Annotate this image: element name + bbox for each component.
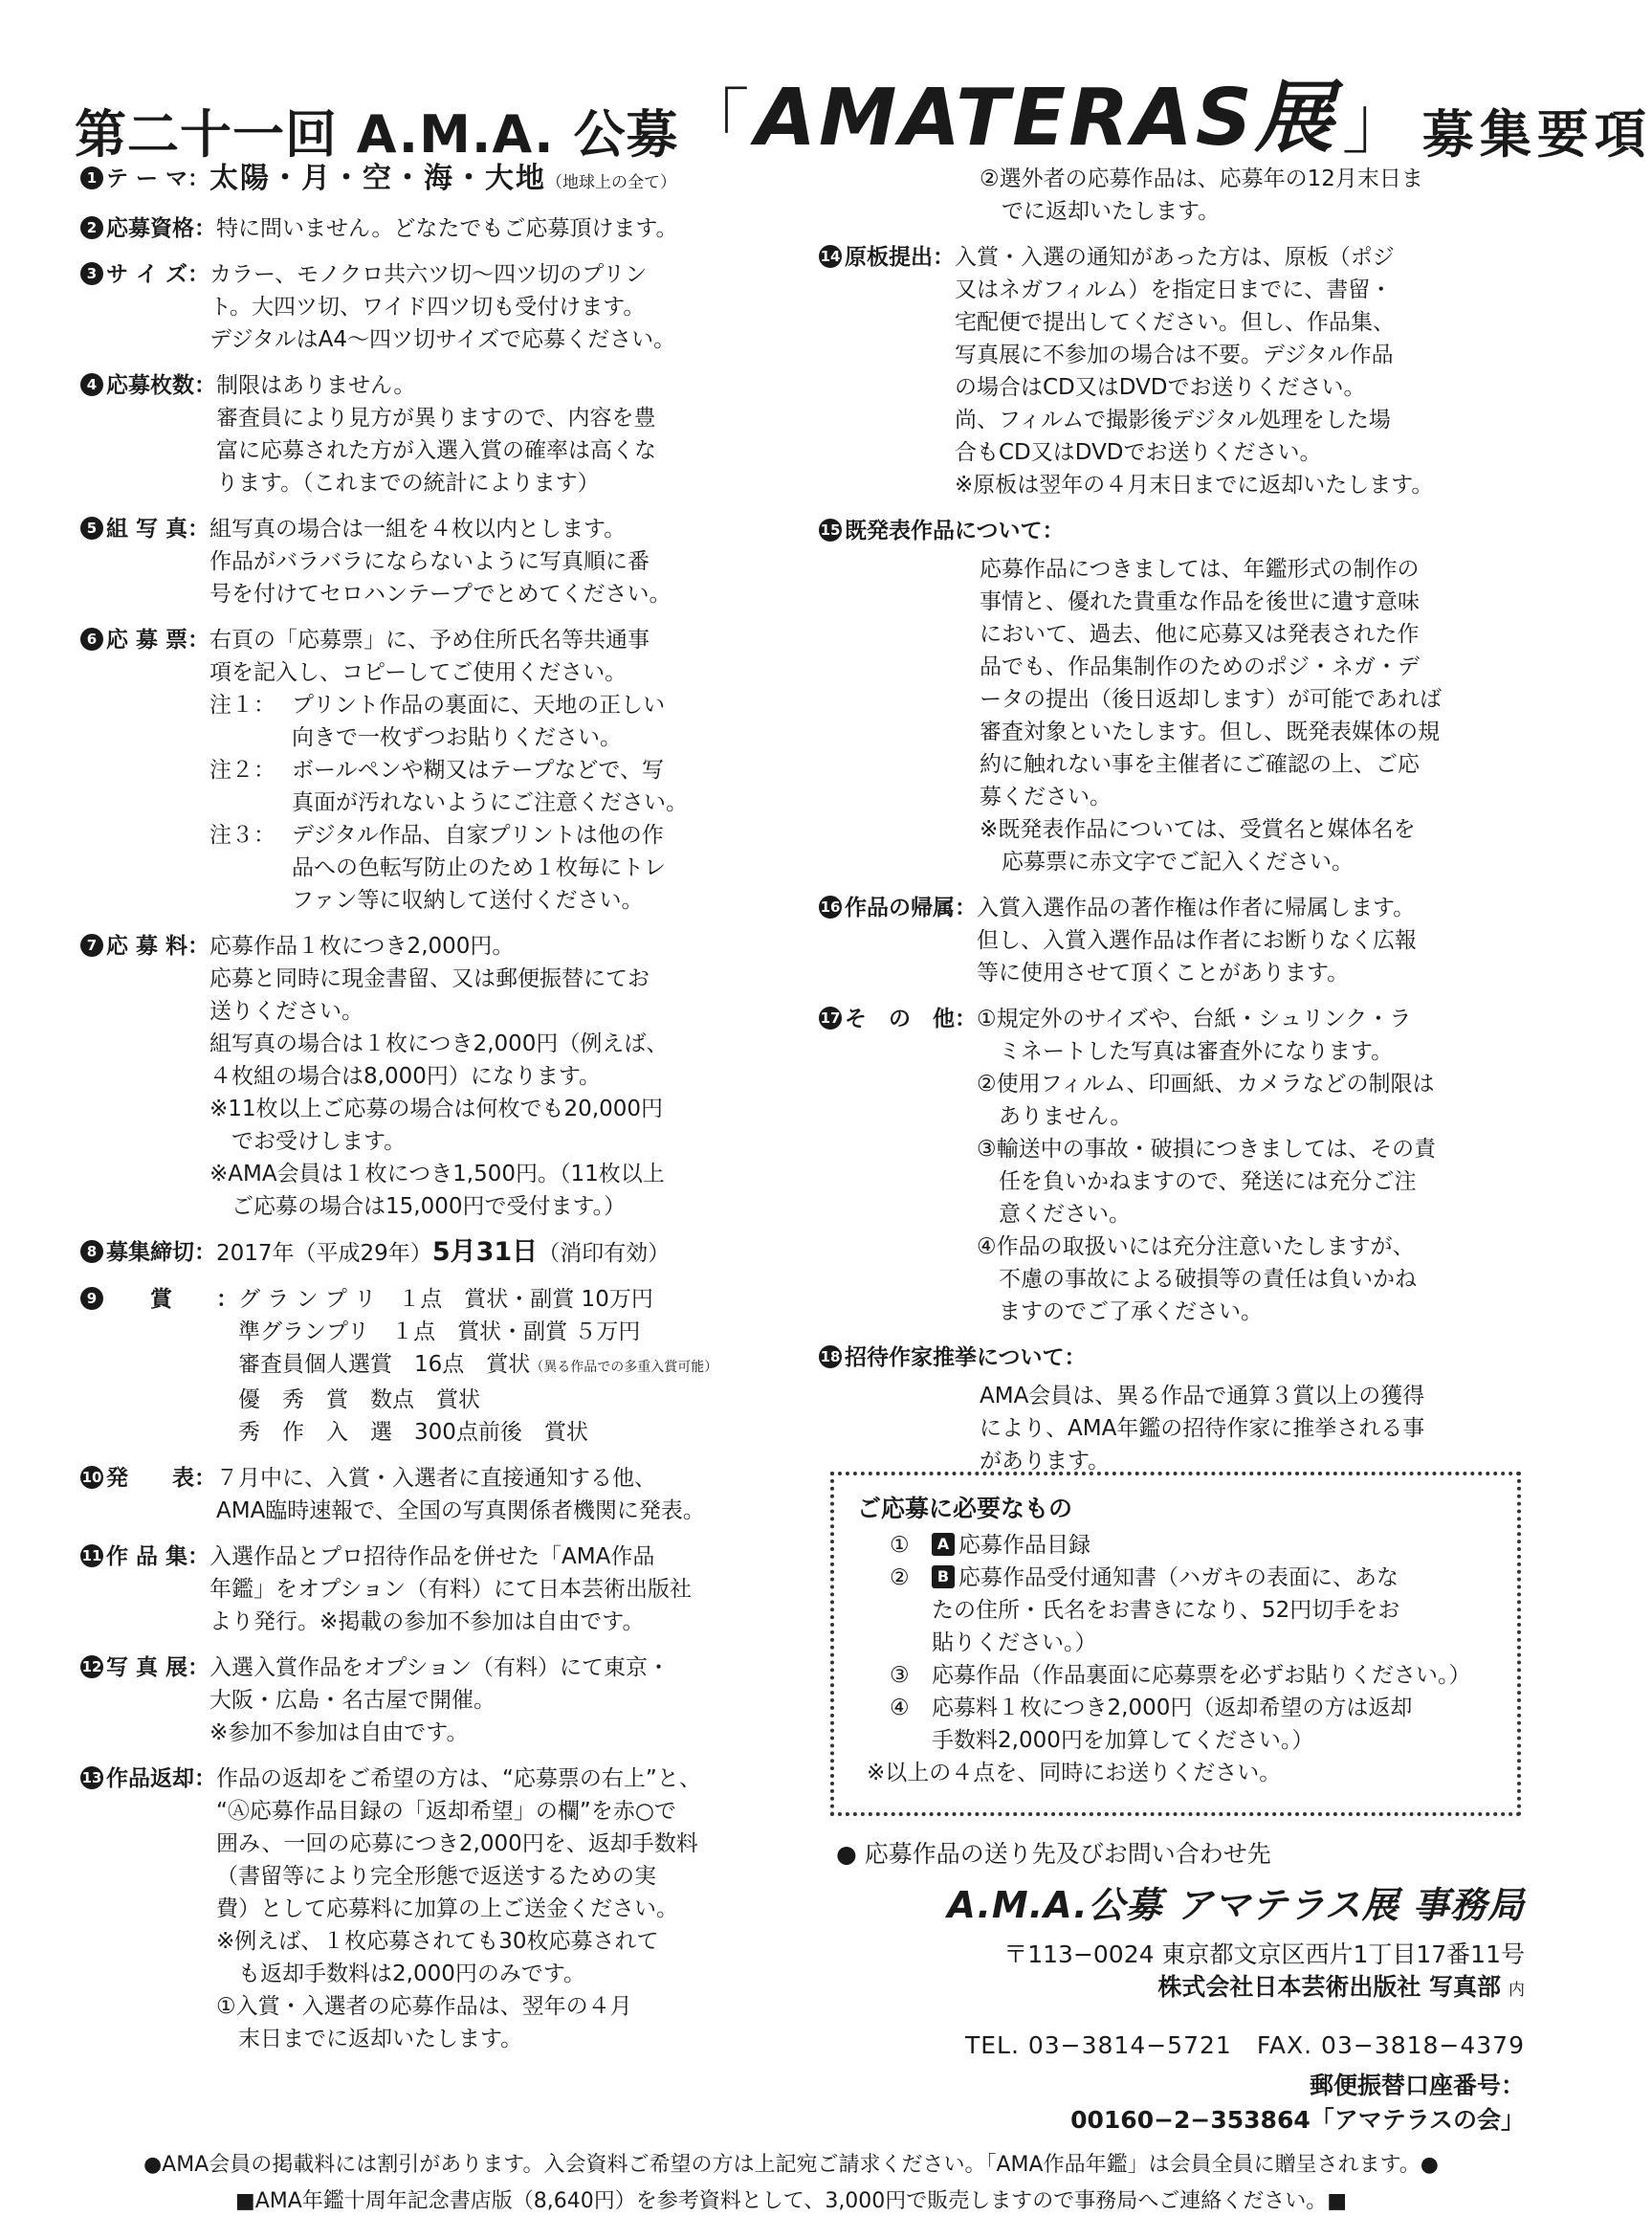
- title-main: AMATERAS展: [755, 73, 1336, 164]
- section-heading: 3 サ イ ズ：: [80, 258, 209, 356]
- section-heading: 11 作 品 集：: [81, 1544, 210, 1569]
- section-other: 17 そ の 他： ①規定外のサイズや、台紙・シュリンク・ラ ミネートした写真は審査外になります。 ②使用フィルム、印画紙、カメラなどの制限は ありません。 ③輸送中の事故・破損につきましては、その責 任を負いかねますので、発送には充分ご注 意ください。 ④作品の取扱いには充分注意いたしますが、 不慮の事故による破損等の責任は負いかね ますのでご了承ください。: [819, 1003, 1522, 1328]
- section-copyright: 16 作品の帰属： 入賞入選作品の著作権は作者に帰属します。 但し、入賞入選作品は作者にお断りなく広報 等に使用させて頂くことがあります。: [819, 892, 1522, 989]
- section-heading: 6 応 募 票：: [80, 624, 209, 917]
- office-name: A.M.A.公募 アマテラス展 事務局: [947, 1884, 1525, 1926]
- theme-text: 太陽・月・空・海・大地: [209, 162, 547, 195]
- prize-row: 準グランプリ １点 賞状・副賞 ５万円: [238, 1319, 641, 1344]
- section-quantity: 4 応募枚数： 制限はありません。 審査員により見方が異りますので、内容を豊 富に応募された方が入選入賞の確率は高くな ります。（これまでの統計によります）: [80, 369, 788, 499]
- section-announcement: 10 発 表： ７月中に、入賞・入選者に直接通知する他、 AMA臨時速報で、全国の写真関係者機関に発表。: [80, 1462, 788, 1527]
- deadline-date: 5月31日: [431, 1237, 539, 1267]
- tel-fax: [861, 2027, 1525, 2061]
- title-open-bracket: 「: [678, 81, 750, 164]
- prize-row: 秀 作 入 選 300点前後 賞状: [238, 1420, 588, 1445]
- section-exhibition: 12 写 真 展： 入選入賞作品をオプション（有料）にて東京・ 大阪・広島・名古屋で開催。 ※参加不参加は自由です。: [80, 1652, 788, 1749]
- prize-row: グ ラ ン プ リ １点 賞状・副賞 10万円: [238, 1287, 653, 1312]
- section-eligibility: 2 応募資格： 特に問いません。どなたでもご応募頂けます。: [80, 212, 788, 245]
- title-close-bracket: 」: [1341, 81, 1413, 164]
- fax: FAX. 03−3818−4379: [1256, 2031, 1525, 2059]
- section-size: 3 サ イ ズ： カラー、モノクロ共六ツ切〜四ツ切のプリン ト。大四ツ切、ワイド四ツ切も受付けます。 デジタルはA4〜四ツ切サイズで応募ください。: [80, 258, 788, 356]
- required-item: ③ 応募作品（作品裏面に応募票を必ずお貼りください。）: [890, 1663, 1471, 1688]
- theme-note: （地球上の全て）: [546, 173, 677, 192]
- section-published-works: 15 既発表作品について： 応募作品につきましては、年鑑形式の制作の 事情と、優れた貴重な作品を後世に遺す意味 において、過去、他に応募又は発表された作 品でも、作品集制作のためのポジ・ネガ・デ ータの提出（後日返却します）が可能であれば 審査対象といたします。但し、既発表媒体の規 約に触れない事を主催者にご確認の上、ご応 募ください。 ※既発表作品については、受賞名と媒体名を 応募票に赤文字でご記入ください。: [819, 515, 1522, 878]
- section-heading: 13 作品返却：: [81, 1766, 216, 1791]
- section-yearbook: 11 作 品 集： 入選作品とプロ招待作品を併せた「AMA作品 年鑑」をオプション（有料）にて日本芸術出版社 より発行。※掲載の参加不参加は自由です。: [80, 1541, 788, 1638]
- footer-line-2: ■AMA年鑑十周年記念書店版（8,640円）を参考資料として、3,000円で販売しますので事務局へご連絡ください。■: [234, 2189, 1348, 2213]
- section-heading: 8 募集締切：: [80, 1236, 216, 1270]
- section-heading: 4 応募枚数：: [80, 369, 216, 499]
- required-items-note: ※以上の４点を、同時にお送りください。: [867, 1761, 1282, 1785]
- page-title: [75, 55, 1652, 165]
- required-items-title: ご応募に必要なもの: [857, 1495, 1073, 1522]
- section-heading: 1 テ ー マ：: [80, 163, 209, 199]
- section-prizes: [80, 1283, 788, 1449]
- required-item: ① A 応募作品目録: [890, 1533, 1090, 1558]
- right-column: [819, 163, 1522, 1477]
- postal-account: 郵便振替口座番号：00160−2−353864「アマテラスの会」: [1070, 2072, 1525, 2134]
- section-heading: 15 既発表作品について：: [820, 519, 1065, 543]
- title-suffix: 募集要項: [1421, 104, 1652, 165]
- required-item: ④ 応募料１枚につき2,000円（返却希望の方は返却 手数料2,000円を加算してください。）: [890, 1696, 1413, 1753]
- note-3: 注３： デジタル作品、自家プリントは他の作 品への色転写防止のため１枚毎にトレ ファン等に収納して送付ください。: [209, 823, 667, 913]
- footer-line-1: ●AMA会員の掲載料には割引があります。入会資料ご希望の方は上記宛ご請求ください。「AMA作品年鑑」は会員全員に贈呈されます。●: [143, 2153, 1440, 2177]
- section-return-continued: ②選外者の応募作品は、応募年の12月末日ま でに返却いたします。: [980, 166, 1423, 224]
- send-to-heading: ● 応募作品の送り先及びお問い合わせ先: [836, 1840, 1271, 1868]
- section-entry-fee: 7 応 募 料： 応募作品１枚につき2,000円。 応募と同時に現金書留、又は郵便振替にてお 送りください。 組写真の場合は１枚につき2,000円（例えば、 ４枚組の場合は8,000円）になります。 ※11枚以上ご応募の場合は何枚でも20,000円 でお受けします。 ※AMA会員は１枚につき1,500円。（11枚以上 ご応募の場合は15,000円で受付ます。）: [80, 930, 788, 1223]
- section-heading: 14 原板提出：: [820, 245, 955, 270]
- note-1: 注１： プリント作品の裏面に、天地の正しい 向きで一枚ずつお貼りください。: [209, 693, 666, 750]
- required-item: ② B 応募作品受付通知書（ハガキの表面に、あな たの住所・氏名をお書きになり、52円切手をお 貼りください。）: [890, 1565, 1400, 1655]
- note-2: 注２： ボールペンや糊又はテープなどで、写 真面が汚れないようにご注意ください。: [209, 758, 689, 815]
- section-group-photo: 5 組 写 真： 組写真の場合は一組を４枚以内とします。 作品がバラバラにならないように写真順に番 号を付けてセロハンテープでとめてください。: [80, 513, 788, 610]
- prize-row: 優 秀 賞 数点 賞状: [238, 1387, 480, 1412]
- title-prefix: 第二十一回 A.M.A. 公募: [75, 104, 679, 165]
- section-heading: 9 賞 ：: [80, 1283, 238, 1449]
- section-heading: 10 発 表：: [81, 1466, 216, 1491]
- section-entry-form: 6 応 募 票： 右頁の「応募票」に、予め住所氏名等共通事 項を記入し、コピーしてご使用ください。 注１： プリント作品の裏面に、天地の正しい 向きで一枚ずつお貼りください。 注２： ボールペンや糊又はテープなどで、写 真面が汚れないようにご注意ください。 注３： デジタル作品、自家プリントは他の作 品への色転写防止のため１枚毎にトレ ファン等に収納して送付ください。: [80, 624, 788, 917]
- section-heading: 16 作品の帰属：: [820, 896, 977, 920]
- section-heading: 18 招待作家推挙について：: [820, 1345, 1087, 1370]
- section-original-submission: 14 原板提出： 入賞・入選の通知があった方は、原板（ポジ 又はネガフィルム）を指定日までに、書留・ 宅配便で提出してください。但し、作品集、 写真展に不参加の場合は不要。デジタル作品 の場合はCD又はDVDでお送りください。 尚、フィルムで撮影後デジタル処理をした場 合もCD又はDVDでお送りください。 ※原板は翌年の４月末日までに返却いたします。: [819, 241, 1522, 501]
- section-theme: [80, 163, 788, 199]
- section-heading: 7 応 募 料：: [80, 930, 209, 1223]
- section-heading: 12 写 真 展：: [81, 1655, 210, 1680]
- section-heading: 17 そ の 他：: [820, 1007, 977, 1031]
- section-heading: 2 応募資格：: [80, 212, 216, 245]
- letter-b-badge: B: [932, 1565, 955, 1588]
- section-return: 13 作品返却： 作品の返却をご希望の方は、“応募票の右上”と、 “Ⓐ応募作品目録の「返却希望」の欄”を赤○で 囲み、一回の応募につき2,000円を、返却手数料 （書留等により完全形態で返送するための実 費）として応募料に加算の上ご送金ください。 ※例えば、１枚応募されても30枚応募されて も返却手数料は2,000円のみです。 ①入賞・入選者の応募作品は、翌年の４月 末日までに返却いたします。: [80, 1762, 788, 2055]
- section-invited-artist: 18 招待作家推挙について： AMA会員は、異る作品で通算３賞以上の獲得 により、AMA年鑑の招待作家に推挙される事 があります。: [819, 1341, 1522, 1477]
- address: 〒113−0024 東京都文京区西片1丁目17番11号 株式会社日本芸術出版社 写真部 内: [1003, 1940, 1525, 2001]
- section-heading: 5 組 写 真：: [80, 513, 209, 610]
- tel: TEL. 03−3814−5721: [964, 2031, 1232, 2059]
- required-items-box: [830, 1472, 1521, 1816]
- section-deadline: 8 募集締切： 2017年（平成29年）5月31日（消印有効）: [80, 1236, 788, 1270]
- left-column: [80, 163, 788, 2069]
- letter-a-badge: A: [932, 1533, 955, 1556]
- prize-row: 審査員個人選賞 16点 賞状（異る作品での多重入賞可能）: [238, 1352, 718, 1377]
